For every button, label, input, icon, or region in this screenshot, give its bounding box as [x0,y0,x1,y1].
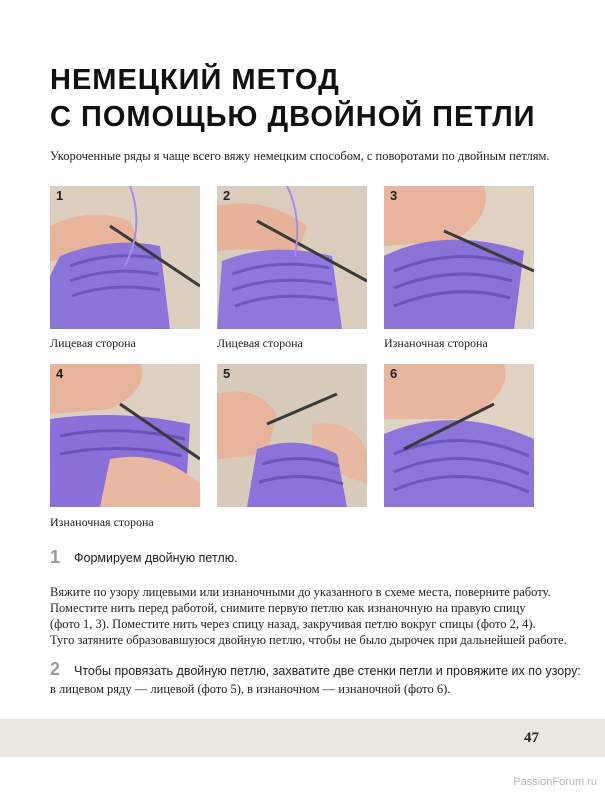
step-1-number: 1 [50,547,61,567]
step-1-line: Вяжите по узору лицевыми или изнаночными до указанного в схеме места, поверните работу. [50,585,551,599]
step-2-heading: Чтобы провязать двойную петлю, захватите две стенки петли и провяжите их по узору: [74,664,581,678]
photo-number: 1 [56,188,64,203]
photo-number: 4 [56,366,64,381]
photo-number: 6 [390,366,398,381]
step-2-body [50,681,565,697]
step-2-number: 2 [50,659,61,679]
title-line-2: С ПОМОЩЬЮ ДВОЙНОЙ ПЕТЛИ [50,101,536,133]
knitting-photo-5-image [217,364,367,507]
photo-caption: Лицевая сторона [50,336,136,350]
step-1-line: Туго затяните образовавшуюся двойную петлю, чтобы не было дырочек при дальнейшей работе. [50,633,567,647]
page-number: 47 [524,730,539,746]
photo-1 [50,186,200,329]
photo-6 [384,364,534,507]
intro-text: Укороченные ряды я чаще всего вяжу немецким способом, с поворотами по двойным петлям. [50,149,550,163]
photo-caption: Лицевая сторона [217,336,303,350]
watermark: PassionForum.ru [513,776,597,788]
photo-number: 2 [223,188,231,203]
step-1-body [50,584,565,648]
photo-4 [50,364,200,507]
photo-number: 5 [223,366,231,381]
photo-caption: Изнаночная сторона [50,515,154,529]
knitting-photo-6-image [384,364,534,507]
photo-5 [217,364,367,507]
step-1-line: (фото 1, 3). Поместите нить через спицу назад, закручивая петлю вокруг спицы (фото 2, 4). [50,617,536,631]
knitting-photo-1-image [50,186,200,329]
page-title [50,62,536,136]
footer-band [0,719,605,757]
photo-3 [384,186,534,329]
photo-2 [217,186,367,329]
knitting-photo-2-image [217,186,367,329]
knitting-photo-4-image [50,364,200,507]
knitting-photo-3-image [384,186,534,329]
step-1-heading: Формируем двойную петлю. [74,551,238,565]
step-2-line: в лицевом ряду — лицевой (фото 5), в изнаночном — изнаночной (фото 6). [50,682,451,696]
title-line-1: НЕМЕЦКИЙ МЕТОД [50,64,340,96]
photo-number: 3 [390,188,398,203]
step-1-line: Поместите нить перед работой, снимите первую петлю как изнаночную на правую спицу [50,601,526,615]
photo-caption: Изнаночная сторона [384,336,488,350]
